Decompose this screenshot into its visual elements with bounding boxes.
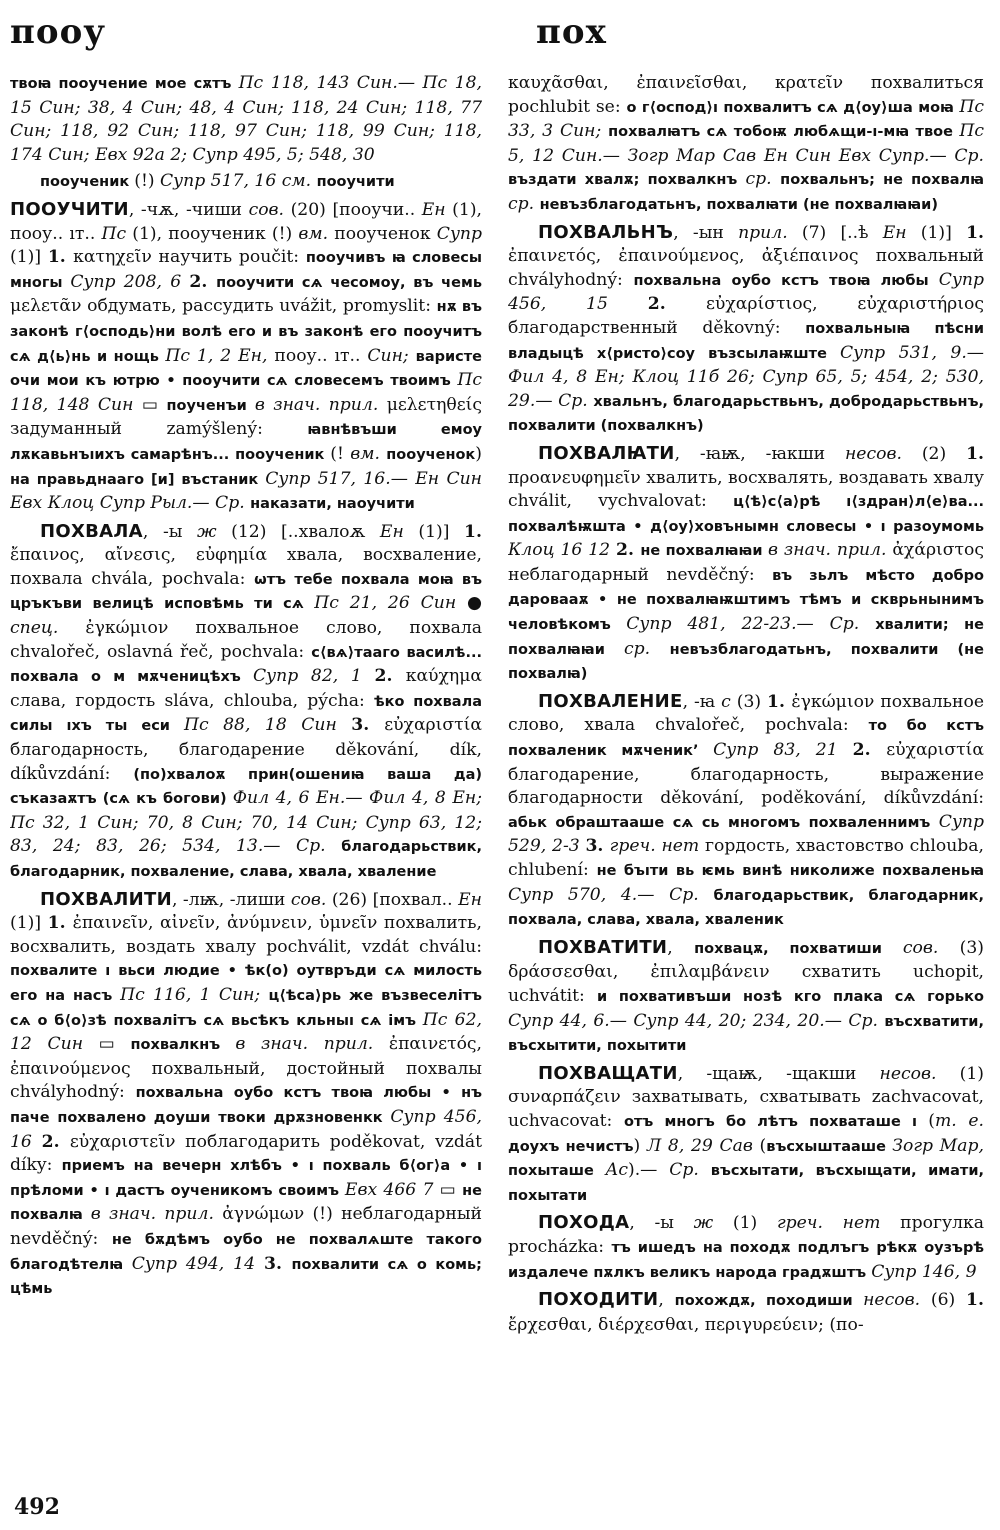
entry-text: Ас	[605, 1160, 628, 1181]
entry-text: Евх 466 7	[344, 1179, 440, 1200]
entry-text: невъзблагодатьнъ, похвалꙗти (не похвалꙗꙗи)	[539, 196, 938, 213]
headword: ПОХВАЩАТИ	[538, 1062, 678, 1084]
entry-text: ἔρχεσθαι, διέρχεσθαι, περιγυρεύειν; (по-	[508, 1314, 864, 1335]
entry-text: Супр 456, 16	[10, 1106, 482, 1152]
entry-text: Пс 1, 2 Ен,	[165, 345, 275, 366]
entry-text: , -ы	[142, 521, 198, 542]
entry-text: , -ы	[629, 1213, 694, 1234]
entry-text: варисте очи мои къ ютрю • пооучити сѧ словесемъ твоимъ	[10, 348, 482, 390]
headword: ПОХВАЛА	[40, 520, 143, 542]
entry-text: греч. нет	[609, 836, 705, 857]
headword: ПОХВАЛЬНЪ	[538, 221, 674, 243]
entry-text: на правьднааго [и] въстаник	[10, 471, 266, 488]
entry-text: 2.	[647, 294, 706, 315]
dictionary-entry	[10, 72, 482, 167]
dictionary-entry	[508, 1211, 984, 1285]
entry-text: , -ꙗѭ, -ꙗкши	[674, 443, 845, 464]
entry-text: спец.	[10, 618, 86, 639]
entry-text: (1)]	[920, 222, 967, 243]
headword: ПОХВАЛЕНИЕ	[538, 690, 683, 712]
running-head-left: пооу	[10, 12, 107, 52]
entry-text: поoу.. ıт..	[274, 345, 368, 366]
headword: ПОХОДА	[538, 1212, 630, 1234]
entry-text: абьк обраштааше сѧ сь многомъ похваленнимъ	[508, 814, 939, 831]
entry-text: тъ ишедъ на походѫ подлъгъ рѣкѫ оузърѣ издалече пѫлкъ великъ народа градѫштъ	[508, 1239, 984, 1281]
entry-text: ѣко похвала силы ıхъ ты еси	[10, 693, 482, 735]
entry-text: εὐχαριστία благодарность, благодарение děkování, dík, díkůvzdání:	[10, 715, 482, 784]
entry-text: Супр 570, 4.—	[508, 884, 670, 905]
entry-text: , -чѫ, -чиши	[128, 199, 249, 220]
entry-text: (по)хвалоѫ прин(ошениꙗ ваша да) съказаѫтъ (сѧ къ богови)	[10, 766, 482, 808]
entry-text: въсхытати, въсхыщати, имати, похытати	[508, 1163, 984, 1204]
entry-text: ●	[467, 593, 482, 614]
entry-text: поученъи	[166, 397, 255, 414]
entry-text: , -лѭ, -лиши	[171, 889, 291, 910]
entry-text: 3.	[585, 836, 610, 857]
entry-text: пооученик	[40, 174, 135, 191]
entry-text: приемъ на вечерн хлѣбъ • ı похваль б⟨ог⟩а • ı прѣломи • ı дастъ оученикомъ своимъ	[10, 1158, 482, 1199]
entry-text: Супр 44, 6.— Супр 44, 20; 234, 20.—	[508, 1010, 849, 1031]
entry-text: , -ын	[673, 222, 739, 243]
entry-text: Пс 33, 3 Син;	[508, 96, 984, 142]
entry-text: Пс 116, 1 Син;	[120, 984, 269, 1005]
entry-text: 1.	[767, 691, 792, 712]
running-head-right: пох	[536, 12, 607, 52]
entry-text: пооучити сѧ чесомоу, въ чемь	[216, 274, 482, 291]
entry-text: Супр 456, 15	[508, 269, 984, 315]
entry-text: ἀχάριστος неблагодарный nevděčný:	[508, 540, 984, 585]
entry-text: ▭	[141, 394, 167, 415]
entry-text: похвалите ı вьси людие • ѣк(о) оутвръди сѧ милость его на насъ	[10, 963, 482, 1004]
entry-text: εὐχαρίστιος, εὐχαριστήριος благодарственный děkovný:	[508, 294, 984, 338]
entry-text: Син;	[367, 345, 416, 366]
entry-text: Зогр Мар,	[892, 1135, 984, 1156]
entry-text: похвальна оубо кстъ твоꙗ любы	[633, 272, 939, 289]
entry-text: Ср.	[848, 1010, 885, 1031]
entry-text: не бѫдѣмъ оубо не похвалѧште такого благодѣтелꙗ	[10, 1231, 482, 1273]
entry-text: ).—	[628, 1160, 670, 1181]
entry-text: ▭	[98, 1034, 131, 1055]
entry-text: похвалкнъ	[130, 1037, 236, 1054]
headword: ПОХОДИТИ	[538, 1289, 659, 1311]
entry-text: пооученок	[334, 223, 437, 244]
entry-text: ἐγκώμιον похвальное слово, хвала chvalořeč, pochvala:	[508, 691, 984, 736]
entry-text: въ зьлъ мѣсто добро даровааѫ • не похвалꙗѭштимъ тѣмъ и скврьнынимъ человѣкомъ	[508, 567, 984, 634]
entry-text: Пс 62, 12 Син	[10, 1009, 482, 1055]
entry-text: Фил 4, 6 Ен.— Фил 4, 8 Ен; Пс 32, 1 Син; 70, 8 Син; 70, 14 Син; Супр 63, 12; 83, 24; 83, 26; 534, 13.—	[10, 788, 482, 857]
entry-text: ἀγνώμων (!) неблагодарный nevděčný:	[10, 1204, 482, 1249]
entry-text: (	[759, 1135, 767, 1156]
entry-text: Клоц 16 12	[508, 540, 616, 561]
entry-text: несов.	[863, 1290, 931, 1311]
entry-text: пооученок	[386, 446, 476, 463]
entry-text: Супр 208, 6	[70, 271, 190, 292]
entry-text: 1.	[966, 222, 984, 243]
entry-text: (1) συναρπάζειν захватывать, схватывать zachvacovat, uchvacovat:	[508, 1063, 984, 1131]
entry-text: пооучивъ ꙗ словесы многы	[10, 250, 482, 291]
entry-text: с⟨вѧ⟩тааго василѣ... похвала о м мѫченицѣхъ	[10, 644, 482, 686]
entry-text: εὐχαριστία благодарение, благодарность, выражение благодарности děkování, poděkování, díkůvzdání:	[508, 740, 984, 809]
entry-text: похыташе	[508, 1163, 606, 1180]
entry-text: похвальныꙗ пѣсни владыцѣ х⟨ристо⟩соу възсылаѭште	[508, 320, 984, 362]
entry-text: , -ꙗ	[682, 691, 722, 712]
entry-text: ц⟨ѣса⟩рь же възвеселітъ сѧ о б⟨о⟩зѣ похвалітъ сѧ вьсѣкъ кльныı сѧ імъ	[10, 987, 482, 1029]
entry-text: (	[928, 1110, 935, 1131]
entry-text: благодарьствик, благодарник, похвала, слава, хвала, хваленик	[508, 887, 984, 929]
entry-text: (3) δράσσεσθαι, ἐπιλαμβάνειν схватить uchopit, uchvátit:	[508, 937, 984, 1006]
entry-text: Супр 146, 9	[871, 1261, 977, 1282]
entry-text: (1)]	[10, 913, 48, 934]
entry-text: прогулка procházka:	[508, 1213, 984, 1257]
entry-text: т. е.	[934, 1110, 984, 1131]
entry-text: Ен	[379, 521, 419, 542]
entry-text: в знач. прил.	[254, 394, 387, 415]
entry-text: ἔπαινος, αἴνεσις, εὐφημία хвала, восхваление, похвала chvála, pochvala:	[10, 545, 482, 589]
entry-text: 2.	[374, 666, 406, 687]
entry-text: 2.	[852, 740, 887, 761]
entry-text: отъ многъ бо лѣтъ похваташе ı	[623, 1113, 929, 1130]
headword: ПООУЧИТИ	[10, 198, 129, 220]
entry-text: Пс 5, 12 Син.— Зогр Мар Сав Ен Син Евх Супр.—	[508, 121, 984, 166]
entry-text: твоꙗ пооучение мое сѫтъ	[10, 76, 239, 92]
entry-text: Ср.	[829, 614, 876, 635]
entry-text: Ср.	[215, 493, 251, 514]
entry-text: (!	[330, 443, 351, 464]
entry-text: Пс	[101, 223, 133, 244]
entry-text: Ен	[882, 222, 921, 243]
entry-text: Пс 21, 26 Син	[314, 593, 467, 614]
entry-text: сов.	[248, 199, 291, 220]
entry-text: ꙗвнѣвъши емоу лѫкавьнъıихъ самарѣнъ... пооученик	[10, 422, 482, 463]
entry-text: ,	[667, 937, 695, 958]
entry-text: см.	[281, 171, 317, 192]
entry-text: ἐπαινεῖν, αἰνεῖν, ἀνύμνειν, ὑμνεῖν похвалить, восхвалить, воздать хвалу pochválit, vzdát chválu:	[10, 913, 482, 957]
headword: ПОХВАЛИТИ	[40, 888, 172, 910]
entry-text: ἐγκώμιον похвальное слово, похвала chvalořeč, oslavná řeč, pochvala:	[10, 618, 482, 662]
entry-text: вм.	[298, 223, 335, 244]
entry-text: похождѫ, походиши	[674, 1293, 864, 1310]
entry-text: похвальнъ; не похвалꙗ	[780, 172, 984, 189]
dictionary-entry	[508, 690, 984, 933]
entry-text: (7) [..ѣ	[801, 222, 883, 243]
entry-text: μελετᾶν обдумать, рассудить uvážit, promyslit:	[10, 296, 437, 317]
entry-text: ἐπαινετός, ἐπαινούμενος похвальный, достойный похвалы chvályhodný:	[10, 1034, 482, 1103]
entry-text: (1), поoу.. ıт..	[10, 199, 482, 244]
dictionary-entry	[10, 170, 482, 195]
entry-text: 1.	[464, 521, 482, 542]
entry-text: Супр 531, 9.— Фил 4, 8 Ен; Клоц 11б 26; Супр 65, 5; 454, 2; 530, 29.—	[508, 342, 984, 411]
entry-text: 1.	[47, 247, 74, 268]
entry-text: , -щаѭ, -щакши	[677, 1063, 880, 1084]
entry-text: Супр 529, 2-3	[508, 811, 984, 857]
entry-text: въсхыштааше	[766, 1138, 893, 1155]
entry-text: 3.	[264, 1253, 292, 1274]
entry-text: 2.	[615, 540, 641, 561]
entry-text: похвальна оубо кстъ твоꙗ любы • нъ паче похвалено доуши твоки дрѫзновенкк	[10, 1085, 482, 1126]
entry-text: 1.	[966, 1290, 984, 1311]
entry-text: вм.	[350, 443, 387, 464]
entry-text: в знач. прил.	[235, 1034, 389, 1055]
entry-text: Ен	[421, 199, 453, 220]
entry-text: гордость, хвастовство chlouba, chlubení:	[508, 836, 984, 880]
entry-text: несов.	[844, 443, 922, 464]
entry-text: )	[633, 1135, 647, 1156]
entry-text: ѡтъ тебе похвала моꙗ въ цръкъви велицѣ исповѣмь ти сѧ	[10, 571, 482, 613]
entry-text: хвальнъ, благодарьствьнъ, добродарьствьнъ, похвалити (похвалкнъ)	[508, 393, 984, 435]
entry-text: 2.	[41, 1131, 70, 1152]
entry-text: не похвалꙗ	[10, 1182, 482, 1224]
entry-text: сов.	[290, 889, 332, 910]
entry-text: Пс 118, 148 Син	[10, 370, 482, 415]
entry-text: (1)	[732, 1213, 777, 1234]
entry-text: ц⟨ѣ⟩с⟨а⟩рѣ ı⟨здран⟩л⟨е⟩ва... похвалѣѭшта • д⟨оу⟩ховънымн словесы • ı разоумомь	[508, 494, 984, 535]
entry-text: греч. нет	[776, 1213, 901, 1234]
entry-text: Супр	[436, 223, 482, 244]
entry-text: Ср.	[954, 145, 984, 166]
entry-text: благодарьствик, благодарник, похваление, слава, хвала, хваление	[10, 839, 482, 880]
dictionary-entry	[508, 936, 984, 1059]
entry-text: пооучити	[316, 174, 395, 191]
entry-text: ср.	[508, 193, 540, 214]
entry-text: невъзблагодатьнъ, похвалити (не похвалꙗ)	[508, 641, 984, 683]
dictionary-entry	[508, 221, 984, 439]
entry-text: (1)]	[418, 521, 465, 542]
entry-text: доухъ нечистъ	[508, 1138, 634, 1155]
entry-text: (26) [похвал..	[331, 889, 459, 910]
entry-text: ж	[197, 521, 232, 542]
dictionary-entry	[10, 888, 482, 1302]
entry-text: κατηχεῖν научить poučit:	[73, 247, 306, 268]
entry-text: ср.	[745, 169, 781, 190]
entry-text: Ен	[458, 889, 482, 910]
entry-text: Пс 88, 18 Син	[184, 715, 352, 736]
entry-text: 1.	[966, 443, 984, 464]
entry-text: καυχᾶσθαι, ἐπαινεῖσθαι, κρατεῖν похвалиться pochlubit se:	[508, 73, 984, 117]
entry-text: 1.	[47, 913, 73, 934]
entry-text: похвалꙗтъ сѧ тобоѭ любѧщи-ı-мꙗ твое	[608, 124, 960, 141]
entry-text: (2)	[921, 443, 967, 464]
entry-text: καύχημα слава, гордость sláva, chlouba, pýcha:	[10, 666, 482, 711]
entry-text: (20) [пооучи..	[290, 199, 422, 220]
entry-text: несов.	[879, 1063, 960, 1084]
entry-text: Супр 83, 21	[713, 740, 853, 761]
entry-text: ,	[658, 1290, 675, 1311]
entry-text: Ср.	[669, 884, 714, 905]
entry-text: в знач. прил.	[768, 540, 893, 561]
entry-text: то бо кстъ похваленик мѫченик’	[508, 718, 984, 760]
entry-text: (12) [..хвалоѫ	[231, 521, 380, 542]
entry-text: не похвалꙗꙗи	[640, 543, 769, 560]
left-column	[10, 72, 482, 1492]
entry-text: в знач. прил.	[90, 1204, 223, 1225]
entry-text: въсхватити, въсхытити, похытити	[508, 1013, 984, 1055]
entry-text: ▭	[439, 1179, 463, 1200]
dictionary-entry	[508, 442, 984, 687]
dictionary-entry	[10, 198, 482, 517]
right-column	[508, 72, 984, 1492]
entry-text: Л 8, 29 Сав	[646, 1135, 760, 1156]
entry-text: μελετηθείς задуманный zamýšlený:	[10, 394, 482, 440]
dictionary-entry	[10, 520, 482, 885]
entry-text: προανευφημεῖν хвалить, восхвалять, воздавать хвалу chválit, vychvalovat:	[508, 467, 984, 512]
entry-text: Ср.	[558, 390, 594, 411]
entry-text: не бъıти вь ѥмь винѣ николиже похваленьꙗ	[596, 863, 984, 879]
entry-text: Супр 82, 1	[253, 666, 375, 687]
entry-text: о г⟨оспод⟩ı похвалитъ сѧ д⟨оу⟩ша моꙗ	[626, 99, 960, 116]
entry-text: )	[475, 443, 482, 464]
entry-text: ср.	[624, 638, 670, 659]
entry-text: (1), пооученик (!)	[132, 223, 299, 244]
entry-text: сов.	[902, 937, 960, 958]
entry-text: нѫ въ законѣ г⟨осподь⟩ни волѣ его и въ законѣ его пооучитъ сѧ д⟨ь⟩нь и нощь	[10, 299, 482, 365]
entry-text: εὐχαριστεῖν поблагодарить poděkovat, vzdát díky:	[10, 1131, 482, 1176]
page-number: 492	[14, 1494, 60, 1520]
entry-text: въздати хвалѫ; похвалкнъ	[508, 172, 746, 189]
entry-text: с	[721, 691, 737, 712]
entry-text: (1)]	[10, 247, 48, 268]
entry-text: ἐπαινετός, ἐπαινούμενος, ἀξιέπαινος похвальный chvályhodný:	[508, 246, 984, 290]
entry-text: Ср.	[296, 836, 342, 857]
entry-text: Ср.	[669, 1160, 711, 1181]
dictionary-entry	[508, 1288, 984, 1337]
entry-text: ж	[693, 1213, 733, 1234]
entry-text: Супр 481, 22-23.—	[626, 614, 830, 635]
entry-text: Пс 118, 143 Син.— Пс 18, 15 Син; 38, 4 Син; 48, 4 Син; 118, 24 Син; 118, 77 Син; 118, 92 Син; 118, 97 Син; 118, 99 Син; 118, 174 Син; Евх 92а 2; Супр 495, 5; 548, 30	[10, 73, 482, 165]
entry-text: похвацѫ, похватиши	[694, 940, 903, 957]
dictionary-entry	[508, 72, 984, 218]
entry-text: наказати, наоучити	[250, 496, 415, 513]
entry-text: Супр 494, 14	[131, 1253, 264, 1274]
entry-text: 2.	[189, 271, 217, 292]
entry-text: 3.	[351, 715, 385, 736]
entry-text: (!)	[134, 171, 161, 192]
entry-text: (6)	[930, 1290, 967, 1311]
headword: ПОХВАТИТИ	[538, 936, 668, 958]
entry-text: похвалити сѧ о комь; цѣмь	[10, 1256, 482, 1298]
headword: ПОХВАЛꙖТИ	[538, 442, 675, 464]
entry-text: и похвативъши нозѣ кго плака сѧ горько	[596, 988, 984, 1005]
entry-text: прил.	[738, 222, 802, 243]
entry-text: Супр 517, 16.— Ен Син Евх Клоц Супр Рыл.—	[10, 468, 482, 514]
entry-text: хвалити; не похвалꙗꙗи	[508, 617, 984, 658]
dictionary-entry	[508, 1062, 984, 1209]
entry-text: (3)	[736, 691, 768, 712]
entry-text: Супр 517, 16	[160, 171, 282, 192]
